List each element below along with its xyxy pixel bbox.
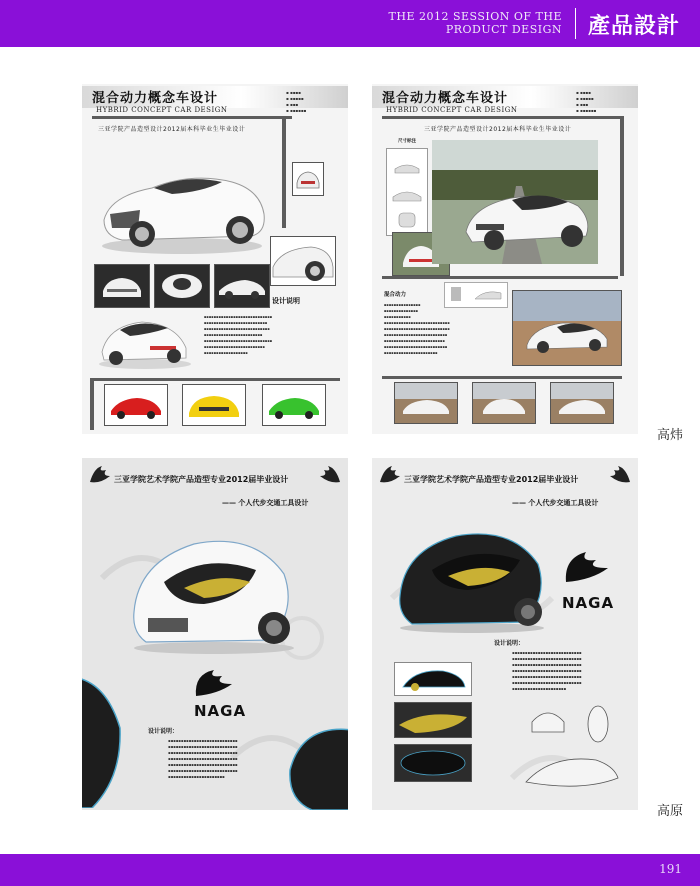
poster-title: 混合动力概念车设计	[382, 91, 509, 106]
color-variant-red	[104, 384, 168, 426]
accent-bar	[382, 276, 618, 279]
design-notes-text: ▪▪▪▪▪▪▪▪▪▪▪▪▪▪▪▪▪▪▪▪▪▪▪▪▪▪▪ ▪▪▪▪▪▪▪▪▪▪▪▪▪▪▪▪▪▪▪▪▪▪▪▪▪▪▪ ▪▪▪▪▪▪▪▪▪▪▪▪▪▪▪▪▪▪▪▪▪▪▪▪▪▪▪ ▪▪▪▪▪▪▪▪▪▪▪▪▪▪▪▪▪▪▪▪▪▪▪▪▪▪▪ ▪▪▪▪▪▪▪▪▪▪▪▪▪▪▪▪▪▪▪▪▪▪▪▪▪▪▪ ▪▪▪▪▪▪▪▪▪▪▪▪▪▪▪▪▪▪▪▪▪▪▪▪▪▪▪ ▪▪▪▪▪▪▪▪▪▪▪▪▪▪▪▪▪▪▪▪▪▪	[168, 738, 238, 779]
accent-bar	[382, 376, 622, 379]
color-variant-green	[262, 384, 326, 426]
hero-car-render	[82, 136, 282, 266]
page-number: 191	[659, 862, 682, 876]
naga-emblem-icon	[192, 666, 236, 702]
design-notes-title: 设计说明：	[148, 728, 179, 735]
project-subtitle: —— 个人代步交通工具设计	[512, 499, 599, 507]
author-label-1: 高炜	[657, 428, 684, 443]
author-label-2: 高原	[657, 804, 684, 819]
top-view-thumb	[394, 744, 472, 782]
thumb-front-view	[94, 264, 150, 308]
school-line: 三亚学院产品造型设计2012届本科毕业生毕业设计	[98, 126, 246, 133]
tribal-dragon-icon	[378, 464, 402, 486]
poster-hybrid-car-1	[82, 84, 348, 434]
school-line: 三亚学院艺术学院产品造型专业2012届毕业设计	[114, 475, 289, 484]
hybrid-section-title: 混合动力	[384, 292, 407, 298]
views-label: 尺寸标注	[398, 139, 416, 144]
naga-logo-text: NAGA	[194, 702, 247, 720]
poster-meta-block: ▪ ▪▪▪▪ ▪ ▪▪▪▪▪ ▪ ▪▪▪ ▪ ▪▪▪▪▪▪	[576, 90, 597, 113]
design-notes-title: 设计说明	[272, 297, 300, 305]
thumb-rear-view	[292, 162, 324, 196]
partial-dark-vehicle-left	[82, 658, 122, 808]
rear-three-quarter-render	[90, 310, 200, 372]
poster-subtitle: HYBRID CONCEPT CAR DESIGN	[96, 106, 228, 114]
poster-subtitle: HYBRID CONCEPT CAR DESIGN	[386, 106, 518, 114]
thumb-scene-2	[472, 382, 536, 424]
design-notes-text: ▪▪▪▪▪▪▪▪▪▪▪▪▪▪▪▪▪▪▪▪▪▪▪▪▪▪▪▪ ▪▪▪▪▪▪▪▪▪▪▪▪▪▪▪▪▪▪▪▪▪▪▪▪▪▪ ▪▪▪▪▪▪▪▪▪▪▪▪▪▪▪▪▪▪▪▪▪▪▪▪▪▪▪ ▪▪▪▪▪▪▪▪▪▪▪▪▪▪▪▪▪▪▪▪▪▪▪▪ ▪▪▪▪▪▪▪▪▪▪▪▪▪▪▪▪▪▪▪▪▪▪▪▪▪▪▪▪ ▪▪▪▪▪▪▪▪▪▪▪▪▪▪▪▪▪▪▪▪▪▪▪▪▪ ▪▪▪▪▪▪▪▪▪▪▪▪▪▪▪▪▪▪	[204, 315, 273, 355]
bottom-banner	[0, 854, 700, 886]
orthographic-views	[386, 148, 428, 236]
accent-bar	[90, 378, 94, 430]
accent-bar	[282, 116, 286, 228]
accent-bar	[92, 116, 292, 119]
session-title	[389, 10, 562, 36]
naga-white-vehicle-render	[124, 522, 300, 656]
accent-bar	[620, 116, 624, 276]
header-divider	[575, 8, 576, 39]
tribal-dragon-icon	[608, 464, 632, 486]
session-line-2: PRODUCT DESIGN	[445, 23, 562, 36]
brand-title: 產品設計	[588, 14, 681, 39]
thumb-wheel-detail	[270, 236, 336, 286]
tribal-dragon-icon	[88, 464, 112, 486]
design-notes-text: ▪▪▪▪▪▪▪▪▪▪▪▪▪▪▪▪▪▪▪▪▪▪▪▪▪▪▪ ▪▪▪▪▪▪▪▪▪▪▪▪▪▪▪▪▪▪▪▪▪▪▪▪▪▪▪ ▪▪▪▪▪▪▪▪▪▪▪▪▪▪▪▪▪▪▪▪▪▪▪▪▪▪▪ ▪▪▪▪▪▪▪▪▪▪▪▪▪▪▪▪▪▪▪▪▪▪▪▪▪▪▪ ▪▪▪▪▪▪▪▪▪▪▪▪▪▪▪▪▪▪▪▪▪▪▪▪▪▪▪ ▪▪▪▪▪▪▪▪▪▪▪▪▪▪▪▪▪▪▪▪▪▪▪▪▪▪▪ ▪▪▪▪▪▪▪▪▪▪▪▪▪▪▪▪▪▪▪▪▪	[512, 650, 582, 691]
project-subtitle: —— 个人代步交通工具设计	[222, 499, 309, 507]
naga-logo-text: NAGA	[562, 594, 615, 612]
session-line-1: THE 2012 SESSION OF THE	[388, 10, 562, 23]
thumb-top-view	[154, 264, 210, 308]
naga-black-vehicle-render	[392, 516, 552, 636]
orthographic-sketches	[522, 702, 622, 798]
poster-naga-black	[372, 458, 638, 810]
desert-scene-render	[512, 290, 622, 366]
design-notes-title: 设计说明：	[494, 640, 525, 647]
naga-emblem-icon	[562, 548, 612, 588]
thumb-side-view	[214, 264, 270, 308]
poster-hybrid-car-2	[372, 84, 638, 434]
side-sketch-thumb	[394, 662, 472, 696]
cockpit-detail-thumb	[394, 702, 472, 738]
accent-bar	[382, 116, 622, 119]
partial-dark-vehicle-right	[282, 720, 348, 810]
top-banner	[0, 0, 700, 47]
hybrid-description: ▪▪▪▪▪▪▪▪▪▪▪▪▪▪▪ ▪▪▪▪▪▪▪▪▪▪▪▪▪▪ ▪▪▪▪▪▪▪▪▪▪▪ ▪▪▪▪▪▪▪▪▪▪▪▪▪▪▪▪▪▪▪▪▪▪▪▪▪▪▪ ▪▪▪▪▪▪▪▪▪▪▪▪▪▪▪▪▪▪▪▪▪▪▪▪▪▪▪ ▪▪▪▪▪▪▪▪▪▪▪▪▪▪▪▪▪▪▪▪▪▪▪▪▪▪ ▪▪▪▪▪▪▪▪▪▪▪▪▪▪▪▪▪▪▪▪▪▪▪▪▪ ▪▪▪▪▪▪▪▪▪▪▪▪▪▪▪▪▪▪▪▪▪▪▪▪▪▪ ▪▪▪▪▪▪▪▪▪▪▪▪▪▪▪▪▪▪▪▪▪▪	[384, 303, 450, 355]
poster-meta-block: ▪ ▪▪▪▪ ▪ ▪▪▪▪▪ ▪ ▪▪▪ ▪ ▪▪▪▪▪▪	[286, 90, 307, 113]
component-diagram	[444, 282, 508, 308]
poster-title: 混合动力概念车设计	[92, 91, 219, 106]
poster-naga-white	[82, 458, 348, 810]
road-scene-render	[432, 140, 598, 264]
school-line: 三亚学院产品造型设计2012届本科毕业生毕业设计	[424, 126, 572, 133]
color-variant-yellow	[182, 384, 246, 426]
thumb-scene-1	[394, 382, 458, 424]
tribal-dragon-icon	[318, 464, 342, 486]
school-line: 三亚学院艺术学院产品造型专业2012届毕业设计	[404, 475, 579, 484]
thumb-scene-3	[550, 382, 614, 424]
accent-bar	[90, 378, 340, 381]
